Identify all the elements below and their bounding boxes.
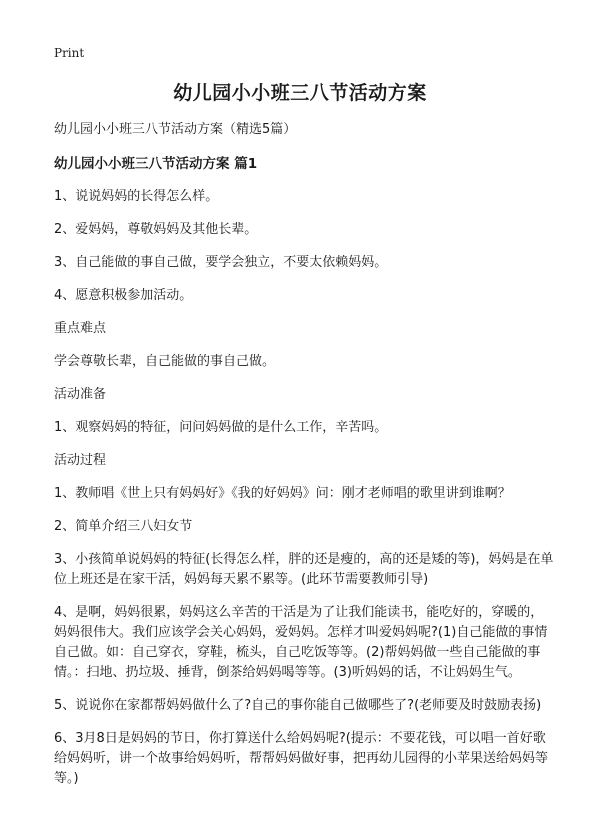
- goal-item: 3、自己能做的事自己做，要学会独立，不要太依赖妈妈。: [54, 255, 388, 270]
- document-title: 幼儿园小小班三八节活动方案: [173, 82, 427, 104]
- section-heading: 幼儿园小小班三八节活动方案 篇1: [54, 156, 258, 172]
- process-step: 3、小孩简单说妈妈的特征(长得怎么样，胖的还是瘦的，高的还是矮的等)，妈妈是在单位上班还是在家干活，妈妈每天累不累等。(此环节需要教师引导): [54, 552, 554, 587]
- goal-item: 1、说说妈妈的长得怎么样。: [54, 189, 219, 204]
- prep-heading: 活动准备: [54, 387, 107, 402]
- key-points-heading: 重点难点: [54, 321, 107, 336]
- process-step: 5、说说你在家都帮妈妈做什么了?自己的事你能自己做哪些了?(老师要及时鼓励表扬): [54, 698, 542, 713]
- goal-item: 4、愿意积极参加活动。: [54, 288, 193, 303]
- document-body: [54, 120, 554, 801]
- process-step: 4、是啊，妈妈很累，妈妈这么辛苦的干活是为了让我们能读书，能吃好的，穿暖的，妈妈很伟大。我们应该学会关心妈妈，爱妈妈。怎样才叫爱妈妈呢?(1)自己能做的事情自己做。如：自己穿衣，穿鞋，梳头，自己吃饭等等。(2)帮妈妈做一些自己能做的事情。：扫地、扔垃圾、捶背，倒茶给妈妈喝等等。(3)听妈妈的话，不让妈妈生气。: [54, 605, 548, 680]
- process-heading: 活动过程: [54, 453, 107, 468]
- prep-text: 1、观察妈妈的特征，问问妈妈做的是什么工作，辛苦吗。: [54, 420, 388, 435]
- print-label: Print: [54, 46, 85, 60]
- process-step: 1、教师唱《世上只有妈妈好》《我的好妈妈》问：刚才老师唱的歌里讲到谁啊？: [54, 486, 511, 501]
- process-step: 2、简单介绍三八妇女节: [54, 519, 193, 534]
- goal-item: 2、爱妈妈，尊敬妈妈及其他长辈。: [54, 222, 258, 237]
- document-subtitle: 幼儿园小小班三八节活动方案（精选5篇）: [54, 122, 297, 137]
- key-points-text: 学会尊敬长辈，自己能做的事自己做。: [54, 354, 276, 369]
- process-step: 6、3月8日是妈妈的节日，你打算送什么给妈妈呢?(提示：不要花钱，可以唱一首好歌给妈妈听，讲一个故事给妈妈听，帮帮妈妈做好事，把再幼儿园得的小苹果送给妈妈等等。): [54, 731, 549, 786]
